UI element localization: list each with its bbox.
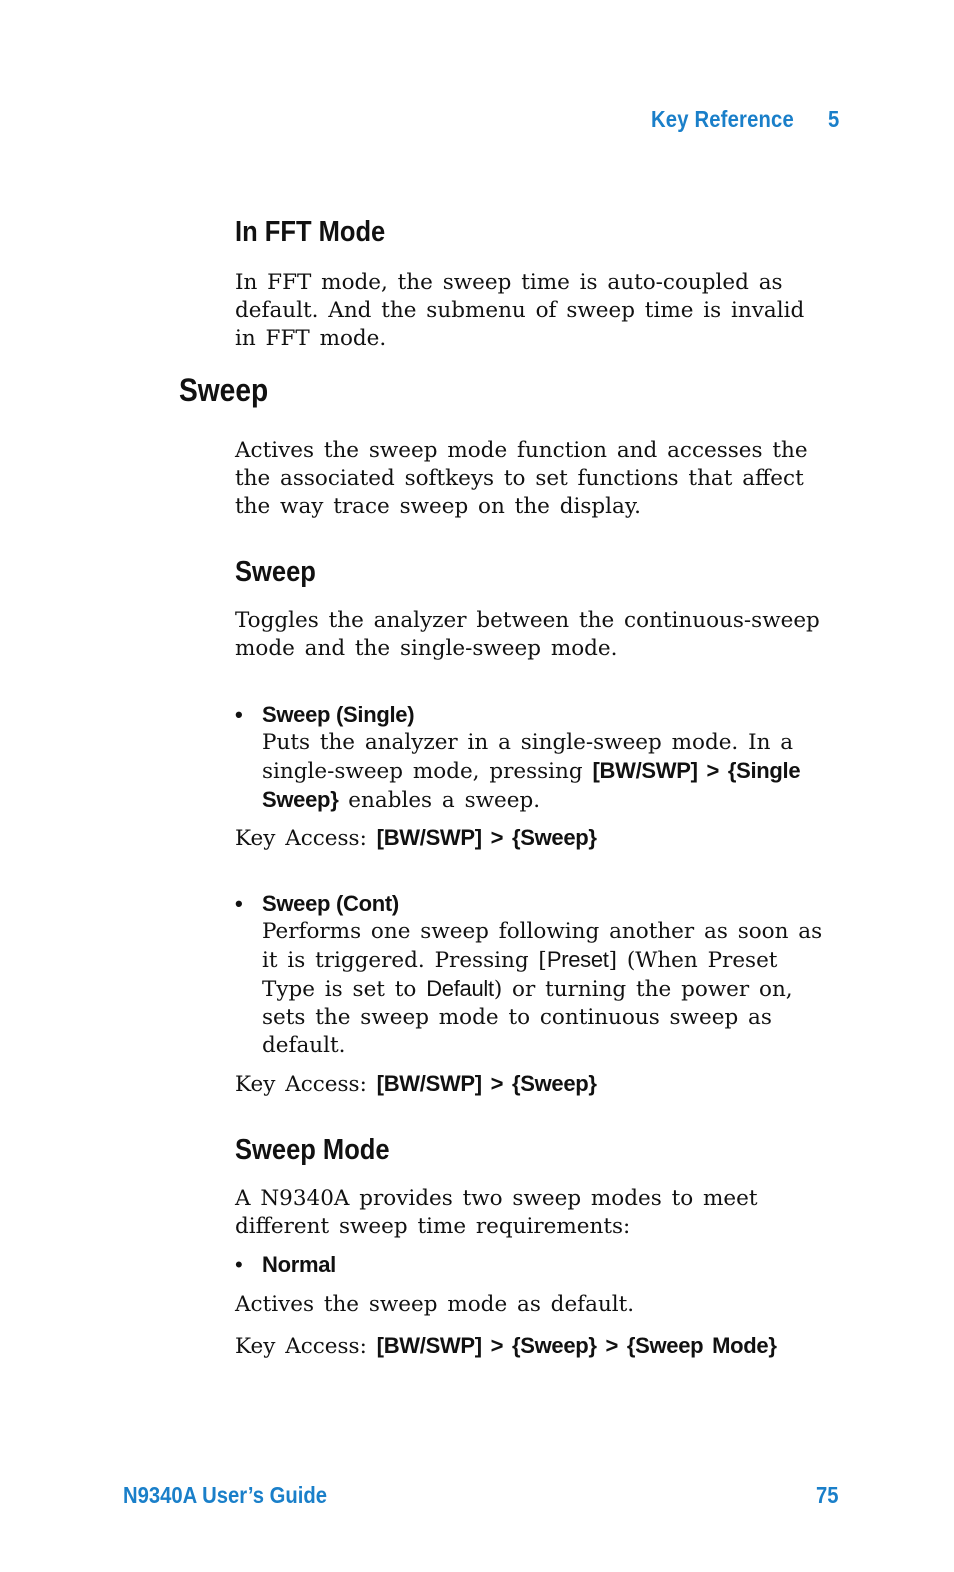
sweep-subheading: Sweep	[235, 556, 316, 588]
sweep-cont-text: ) or turning the power on,	[493, 977, 793, 1002]
sweep-mode-line: A N9340A provides two sweep modes to meet	[235, 1186, 758, 1211]
key-access-line	[235, 824, 597, 853]
sweep-single-line	[262, 786, 800, 815]
sweep-cont-line: sets the sweep mode to continuous sweep as	[262, 1005, 772, 1030]
key-access-label: Key Access:	[235, 826, 377, 851]
sweep-cont-paragraph	[262, 918, 822, 1060]
sweep-sub-paragraph	[235, 607, 820, 663]
fft-line: In FFT mode, the sweep time is auto-coupled as	[235, 270, 783, 295]
sweep-sub-line: Toggles the analyzer between the continuous-sweep	[235, 608, 820, 633]
sweep-cont-line: Performs one sweep following another as soon as	[262, 919, 823, 944]
key-access-value: [BW/SWP] > {Sweep} > {Sweep Mode}	[376, 1333, 777, 1358]
key-access-value: [BW/SWP] > {Sweep}	[376, 1071, 597, 1096]
bullet-dot: •	[235, 1252, 243, 1277]
sweep-single-text: single-sweep mode, pressing	[262, 759, 593, 784]
fft-line: in FFT mode.	[235, 326, 387, 351]
key-sequence: Sweep}	[262, 787, 339, 812]
sweep-section-paragraph	[235, 437, 808, 521]
sweep-cont-line	[262, 946, 822, 975]
footer-title: N9340A User’s Guide	[123, 1482, 327, 1508]
sweep-section-heading: Sweep	[179, 372, 269, 408]
sweep-single-line: Puts the analyzer in a single-sweep mode. In a	[262, 730, 794, 755]
sweep-mode-heading: Sweep Mode	[235, 1134, 390, 1166]
key-access-label: Key Access:	[235, 1334, 377, 1359]
fft-heading: In FFT Mode	[235, 216, 386, 248]
chapter-number: 5	[828, 106, 840, 132]
sweep-cont-line: default.	[262, 1033, 346, 1058]
sweep-section-line: Actives the sweep mode function and accesses the	[235, 438, 808, 463]
sweep-cont-line	[262, 975, 822, 1004]
sweep-single-line	[262, 757, 800, 786]
sweep-single-paragraph	[262, 729, 800, 815]
key-access-value: [BW/SWP] > {Sweep}	[376, 825, 597, 850]
sweep-mode-bullet: Normal	[262, 1252, 336, 1277]
key-name: Preset	[546, 947, 609, 972]
bullet-dot: •	[235, 702, 243, 727]
bullet-dot: •	[235, 891, 243, 916]
key-name: Default	[426, 976, 494, 1001]
sweep-single-title: Sweep (Single)	[262, 702, 415, 727]
page-number: 75	[816, 1482, 839, 1508]
sweep-cont-title: Sweep (Cont)	[262, 891, 399, 916]
key-access-line	[235, 1332, 777, 1361]
sweep-mode-paragraph	[235, 1185, 758, 1241]
sweep-cont-text: Type is set to	[262, 977, 427, 1002]
running-header-title: Key Reference	[651, 106, 794, 132]
sweep-section-line: the way trace sweep on the display.	[235, 494, 641, 519]
sweep-cont-text: ] (When Preset	[608, 948, 778, 973]
fft-paragraph	[235, 269, 804, 353]
key-access-line	[235, 1070, 597, 1099]
sweep-section-line: the associated softkeys to set functions that affect	[235, 466, 804, 491]
sweep-mode-line: different sweep time requirements:	[235, 1214, 631, 1239]
sweep-mode-desc: Actives the sweep mode as default.	[235, 1292, 635, 1317]
key-sequence: [BW/SWP] > {Single	[592, 758, 801, 783]
fft-line: default. And the submenu of sweep time is invalid	[235, 298, 805, 323]
key-access-label: Key Access:	[235, 1072, 377, 1097]
sweep-sub-line: mode and the single-sweep mode.	[235, 636, 618, 661]
sweep-cont-text: it is triggered. Pressing [	[262, 948, 547, 973]
sweep-single-text: enables a sweep.	[338, 788, 541, 813]
